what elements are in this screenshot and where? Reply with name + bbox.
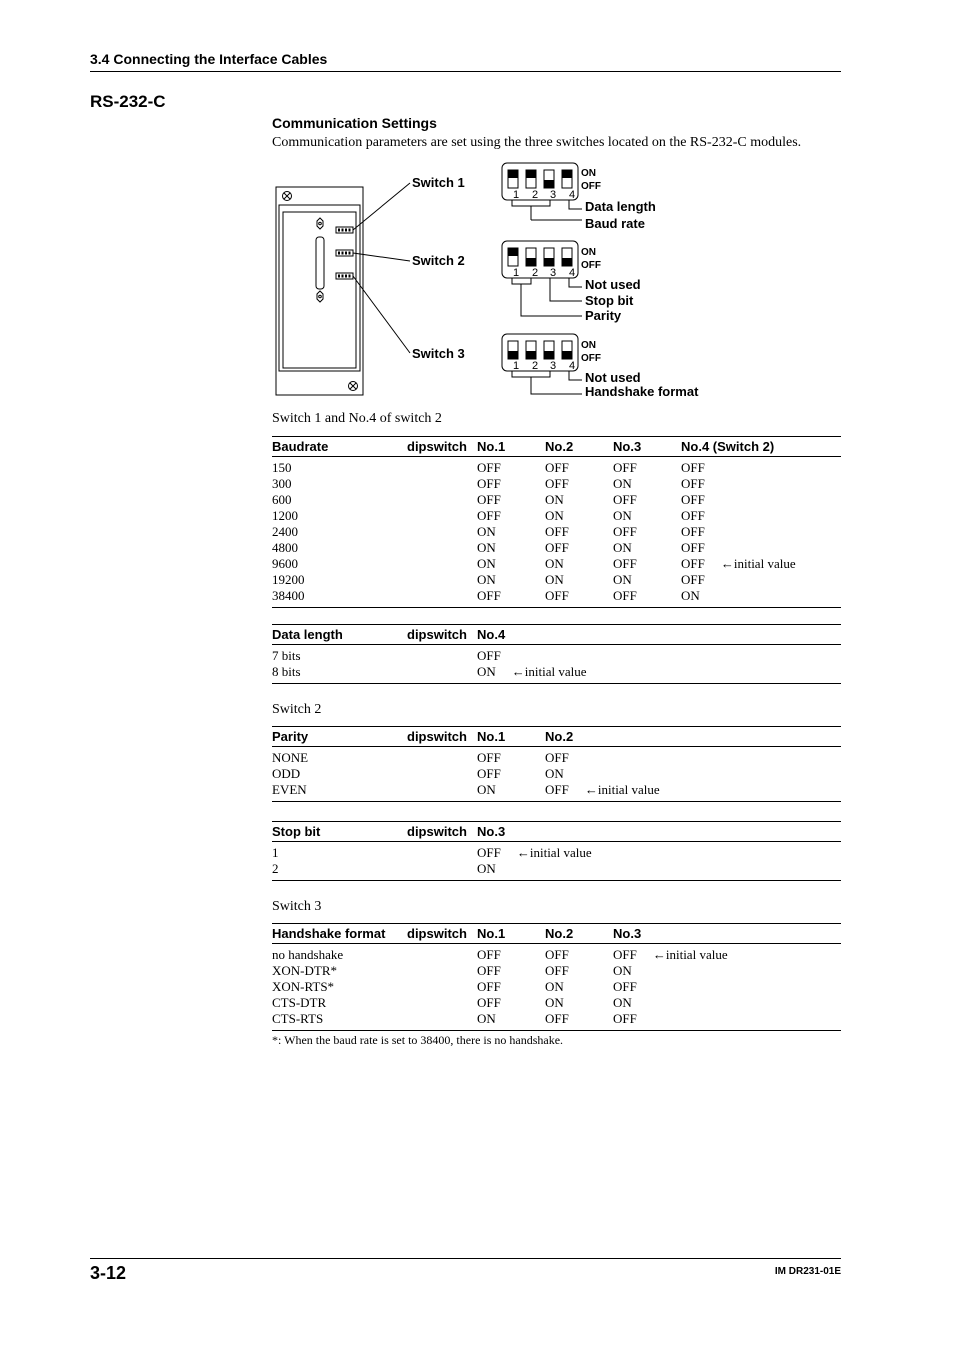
col-header: No.3 bbox=[613, 437, 681, 457]
cell: ON bbox=[545, 979, 564, 994]
dip2-position-4: 4 bbox=[568, 267, 576, 279]
switch-2-label: Switch 2 bbox=[412, 253, 465, 268]
col-header: No.3 bbox=[613, 924, 841, 944]
cell bbox=[477, 842, 841, 862]
document-code: IM DR231-01E bbox=[774, 1266, 841, 1277]
cell: OFF bbox=[681, 572, 705, 587]
table-row bbox=[272, 508, 841, 524]
cell: OFF bbox=[477, 979, 501, 994]
cell: 19200 bbox=[272, 572, 305, 587]
cell: 9600 bbox=[272, 556, 298, 571]
cell: ON bbox=[545, 556, 564, 571]
cell: 300 bbox=[272, 476, 292, 491]
cell: OFF bbox=[477, 648, 501, 663]
initial-value-note: ←initial value bbox=[584, 782, 660, 797]
cell bbox=[407, 963, 477, 979]
footer-rule bbox=[90, 1258, 841, 1259]
dip2-position-2: 2 bbox=[531, 267, 539, 279]
table-row bbox=[272, 556, 841, 572]
cell bbox=[407, 540, 477, 556]
cell: OFF bbox=[545, 750, 569, 765]
cell: ON bbox=[477, 782, 545, 802]
cell: OFF bbox=[477, 476, 501, 491]
intro-paragraph: Communication parameters are set using the three switches located on the RS-232-C modules. bbox=[272, 135, 802, 150]
cell: OFF bbox=[477, 995, 501, 1010]
cell: 1200 bbox=[272, 508, 298, 523]
cell: OFF bbox=[681, 492, 705, 507]
dip1-on-label: ON bbox=[581, 168, 596, 179]
cell: ON bbox=[545, 492, 564, 507]
cell: OFF bbox=[613, 524, 637, 539]
col-header: dipswitch bbox=[407, 924, 477, 944]
dip-switch-1 bbox=[502, 163, 656, 231]
dip2-position-1: 1 bbox=[512, 267, 520, 279]
dip3-position-1: 1 bbox=[512, 360, 520, 372]
switch-3-label: Switch 3 bbox=[412, 346, 465, 361]
dip3-position-3: 3 bbox=[549, 360, 557, 372]
caption-switch-2: Switch 2 bbox=[272, 702, 322, 717]
cell: ON bbox=[477, 540, 496, 555]
cell: OFF bbox=[545, 524, 569, 539]
data-length-table bbox=[272, 624, 841, 684]
cell-value: OFF bbox=[477, 845, 501, 860]
cell: OFF bbox=[477, 460, 501, 475]
table-row bbox=[272, 842, 841, 862]
cell: ON bbox=[545, 766, 564, 781]
cell bbox=[407, 979, 477, 995]
cell-value: ON bbox=[477, 664, 496, 679]
col-header: dipswitch bbox=[407, 437, 477, 457]
header-rule bbox=[90, 71, 841, 72]
col-header: Baudrate bbox=[272, 437, 407, 457]
handshake-format-label: Handshake format bbox=[585, 384, 699, 399]
cell bbox=[613, 944, 841, 964]
dip3-on-label: ON bbox=[581, 340, 596, 351]
caption-switch-1: Switch 1 and No.4 of switch 2 bbox=[272, 411, 442, 426]
cell: EVEN bbox=[272, 782, 407, 802]
initial-value-note: ←initial value bbox=[516, 845, 592, 860]
cell: OFF bbox=[545, 588, 613, 608]
cell: OFF bbox=[613, 556, 637, 571]
not-used-label-3: Not used bbox=[585, 370, 641, 385]
col-header: No.1 bbox=[477, 727, 545, 747]
cell: OFF bbox=[477, 766, 501, 781]
page-header: 3.4 Connecting the Interface Cables bbox=[90, 51, 328, 67]
col-header: dipswitch bbox=[407, 727, 477, 747]
cell: OFF bbox=[477, 963, 501, 978]
cell bbox=[407, 664, 477, 684]
col-header: No.4 (Switch 2) bbox=[681, 437, 841, 457]
cell: OFF bbox=[545, 1011, 613, 1031]
cell: CTS-DTR bbox=[272, 995, 327, 1010]
table-row bbox=[272, 747, 841, 767]
cell: OFF bbox=[681, 476, 705, 491]
footnote: *: When the baud rate is set to 38400, there is no handshake. bbox=[272, 1033, 564, 1047]
col-header: dipswitch bbox=[407, 822, 477, 842]
cell: OFF bbox=[477, 947, 501, 962]
cell: ON bbox=[477, 572, 496, 587]
cell: XON-RTS* bbox=[272, 979, 335, 994]
cell: ON bbox=[613, 476, 632, 491]
cell: NONE bbox=[272, 750, 309, 765]
cell: OFF bbox=[613, 588, 681, 608]
dip1-position-3: 3 bbox=[549, 189, 557, 201]
cell-value: OFF bbox=[545, 782, 569, 797]
cell: ON bbox=[545, 508, 564, 523]
cell: OFF bbox=[681, 540, 705, 555]
col-header: dipswitch bbox=[407, 625, 477, 645]
table-row bbox=[272, 963, 841, 979]
cell: OFF bbox=[477, 508, 501, 523]
table-header-row bbox=[272, 437, 841, 457]
table-row bbox=[272, 524, 841, 540]
table-row bbox=[272, 645, 841, 665]
cell: ON bbox=[613, 963, 632, 978]
cell: ON bbox=[477, 861, 841, 881]
cell: ON bbox=[681, 588, 841, 608]
cell: 7 bits bbox=[272, 648, 301, 663]
stop-bit-label: Stop bit bbox=[585, 293, 634, 308]
cell: 8 bits bbox=[272, 664, 407, 684]
switch-diagram bbox=[270, 160, 730, 400]
cell: 600 bbox=[272, 492, 292, 507]
dip1-position-1: 1 bbox=[512, 189, 520, 201]
dip2-on-label: ON bbox=[581, 247, 596, 258]
table-row bbox=[272, 540, 841, 556]
table-row bbox=[272, 457, 841, 477]
table-row bbox=[272, 476, 841, 492]
cell: ON bbox=[477, 556, 496, 571]
cell: OFF bbox=[681, 524, 705, 539]
cell bbox=[477, 664, 841, 684]
dip3-position-4: 4 bbox=[568, 360, 576, 372]
parity-table bbox=[272, 726, 841, 802]
cell: OFF bbox=[613, 492, 637, 507]
table-header-row bbox=[272, 625, 841, 645]
cell: OFF bbox=[681, 508, 705, 523]
cell: 38400 bbox=[272, 588, 407, 608]
cell bbox=[407, 556, 477, 572]
cell bbox=[407, 747, 477, 767]
table-row bbox=[272, 588, 841, 608]
cell: CTS-RTS bbox=[272, 1011, 407, 1031]
baud-rate-table bbox=[272, 436, 841, 608]
cell: no handshake bbox=[272, 947, 344, 962]
table-row bbox=[272, 944, 841, 964]
cell: OFF bbox=[477, 750, 501, 765]
initial-value-note: ←initial value bbox=[511, 664, 587, 679]
table-row bbox=[272, 664, 841, 684]
cell: ON bbox=[613, 572, 632, 587]
dip2-off-label: OFF bbox=[581, 260, 601, 271]
cell: OFF bbox=[681, 460, 705, 475]
col-header: No.1 bbox=[477, 437, 545, 457]
cell bbox=[407, 476, 477, 492]
cell: ON bbox=[477, 524, 496, 539]
cell: ON bbox=[545, 995, 564, 1010]
table-row bbox=[272, 1011, 841, 1031]
cell bbox=[407, 457, 477, 477]
col-header: Stop bit bbox=[272, 822, 407, 842]
module-panel bbox=[276, 187, 363, 395]
cell bbox=[407, 861, 477, 881]
table-row bbox=[272, 861, 841, 881]
cell bbox=[407, 842, 477, 862]
initial-value-note: ←initial value bbox=[720, 556, 796, 571]
cell bbox=[407, 524, 477, 540]
cell: ON bbox=[477, 1011, 545, 1031]
table-row bbox=[272, 995, 841, 1011]
col-header: Handshake format bbox=[272, 924, 407, 944]
cell: 4800 bbox=[272, 540, 298, 555]
cell: OFF bbox=[613, 460, 637, 475]
col-header: Data length bbox=[272, 625, 407, 645]
cell: ON bbox=[613, 508, 632, 523]
dip1-position-4: 4 bbox=[568, 189, 576, 201]
cell: OFF bbox=[477, 492, 501, 507]
dip3-off-label: OFF bbox=[581, 353, 601, 364]
caption-switch-3: Switch 3 bbox=[272, 899, 322, 914]
table-header-row bbox=[272, 924, 841, 944]
cell: 1 bbox=[272, 845, 279, 860]
col-header: No.2 bbox=[545, 727, 841, 747]
cell: OFF bbox=[613, 979, 637, 994]
cell bbox=[407, 508, 477, 524]
cell: OFF bbox=[545, 947, 569, 962]
dip-switch-2 bbox=[502, 241, 641, 323]
not-used-label-2: Not used bbox=[585, 277, 641, 292]
table-header-row bbox=[272, 822, 841, 842]
data-length-label: Data length bbox=[585, 199, 656, 214]
dip1-position-2: 2 bbox=[531, 189, 539, 201]
cell: ON bbox=[545, 572, 564, 587]
cell: ON bbox=[613, 540, 632, 555]
cell: OFF bbox=[613, 1011, 841, 1031]
dip2-position-3: 3 bbox=[549, 267, 557, 279]
cell bbox=[407, 782, 477, 802]
cell bbox=[545, 782, 841, 802]
col-header: No.1 bbox=[477, 924, 545, 944]
subsection-title: Communication Settings bbox=[272, 115, 437, 131]
cell bbox=[407, 588, 477, 608]
dip1-off-label: OFF bbox=[581, 181, 601, 192]
page-number: 3-12 bbox=[90, 1263, 127, 1283]
handshake-table bbox=[272, 923, 841, 1031]
cell bbox=[407, 1011, 477, 1031]
table-row bbox=[272, 492, 841, 508]
baud-rate-label: Baud rate bbox=[585, 216, 645, 231]
cell: OFF bbox=[545, 963, 569, 978]
col-header: No.2 bbox=[545, 437, 613, 457]
cell: OFF bbox=[545, 540, 569, 555]
cell: 2 bbox=[272, 861, 407, 881]
cell bbox=[407, 944, 477, 964]
cell: OFF bbox=[545, 460, 569, 475]
col-header: Parity bbox=[272, 727, 407, 747]
cell bbox=[407, 492, 477, 508]
table-row bbox=[272, 782, 841, 802]
col-header: No.4 bbox=[477, 625, 841, 645]
section-title: RS-232-C bbox=[90, 92, 166, 111]
cell: 2400 bbox=[272, 524, 298, 539]
cell bbox=[407, 572, 477, 588]
cell bbox=[407, 766, 477, 782]
cell: 150 bbox=[272, 460, 292, 475]
cell bbox=[681, 556, 841, 572]
cell: OFF bbox=[477, 588, 545, 608]
table-header-row bbox=[272, 727, 841, 747]
cell bbox=[407, 995, 477, 1011]
col-header: No.2 bbox=[545, 924, 613, 944]
cell bbox=[407, 645, 477, 665]
switch-1-label: Switch 1 bbox=[412, 175, 465, 190]
cell-value: OFF bbox=[681, 556, 705, 571]
dip3-position-2: 2 bbox=[531, 360, 539, 372]
cell: XON-DTR* bbox=[272, 963, 337, 978]
table-row bbox=[272, 766, 841, 782]
cell-value: OFF bbox=[613, 947, 637, 962]
table-row bbox=[272, 979, 841, 995]
cell: ODD bbox=[272, 766, 301, 781]
stop-bit-table bbox=[272, 821, 841, 881]
cell: ON bbox=[613, 995, 632, 1010]
cell: OFF bbox=[545, 476, 569, 491]
dip-switch-3 bbox=[502, 334, 699, 399]
parity-label: Parity bbox=[585, 308, 622, 323]
table-row bbox=[272, 572, 841, 588]
initial-value-note: ←initial value bbox=[652, 947, 728, 962]
col-header: No.3 bbox=[477, 822, 841, 842]
